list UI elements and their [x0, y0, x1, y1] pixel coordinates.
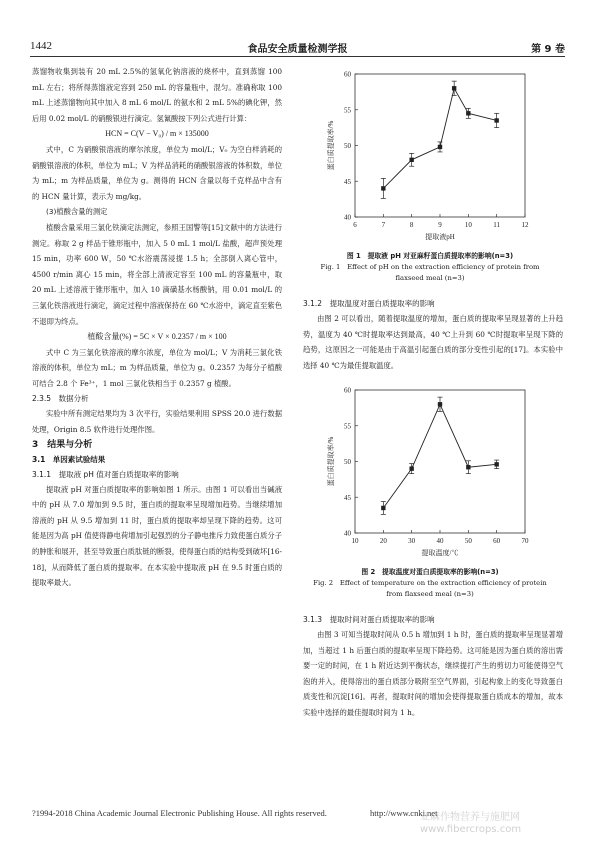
copyright-notice: ?1994-2018 China Academic Journal Electronic Publishing House. All rights reserved. — [32, 808, 327, 818]
y-tick-label: 55 — [344, 422, 351, 431]
paragraph: 式中 C 为三氯化铁溶液的摩尔浓度，单位为 mol/L；V 为消耗三氯化铁溶液的体积，单位为 mL；m 为样品质量，单位为 g。0.2357 为每分子植酸可结合 2.8 个 Fe³⁺，1 mol 三氯化铁相当于 0.2357 g 植酸。 — [32, 347, 282, 388]
figure-1-caption — [300, 251, 560, 284]
section-heading: 3.1.3 提取时间对蛋白质提取率的影响 — [303, 615, 435, 624]
y-tick-label: 50 — [344, 458, 351, 466]
x-tick-label: 11 — [493, 221, 501, 229]
y-tick-label: 60 — [344, 70, 351, 79]
watermark-en: www.fibercrops.com — [420, 824, 522, 835]
y-tick-label: 45 — [344, 493, 351, 502]
x-tick-label: 10 — [464, 221, 472, 229]
section-heading: 3.1.1 提取液 pH 值对蛋白质提取率的影响 — [32, 469, 179, 479]
data-point — [381, 186, 385, 190]
paragraph: 蒸馏物收集到装有 20 mL 2.5%的氢氧化钠溶液的烧杯中，直到蒸馏 100 mL 左右；将所得蒸馏液定容到 250 mL 的容量瓶中，混匀。准确称取 100 mL 上述蒸馏物向其中加入 8 mL 6 mol/L 的氨水和 2 mL 5%的碘化钾，然后用 0.02 mol/L 的硝酸银进行滴定。氢氰酸按下列公式进行计算： — [32, 67, 282, 123]
temperature-chart — [300, 378, 560, 563]
x-tick-label: 50 — [464, 537, 472, 545]
cnki-url[interactable]: http://www.cnki.net — [370, 808, 438, 818]
figure-2-caption-cn: 图 2 提取温度对蛋白质提取率的影响(n=3) — [361, 568, 499, 576]
x-axis-label: 提取液pH — [425, 233, 455, 241]
data-point — [466, 465, 470, 469]
figure-2-caption-en: Fig. 2 Effect of temperature on the extraction efficiency of protein — [313, 579, 547, 587]
series-line — [383, 404, 496, 508]
x-tick-label: 9 — [438, 221, 442, 229]
paragraph: 由图 3 可知当提取时间从 0.5 h 增加到 1 h 时，蛋白质的提取率呈现显著增加，当超过 1 h 后蛋白质的提取率呈现下降趋势。这可能是因为蛋白质的溶出需要一定的时间，在 1 h 附近达到平衡状态，继续提打产生的剪切力可能使得空气泡的并入，使得溶出的蛋白质部分吸附至空气界面，引起构象上的变化导致蛋白质变性和沉淀[16]。再者，提取时间的增加会使得提取蛋白质成本的增加，故本实验中选择的最佳提取时间为 1 h。 — [303, 630, 563, 717]
x-tick-label: 60 — [493, 537, 501, 545]
right-column-upper — [303, 296, 563, 373]
y-tick-label: 55 — [344, 106, 351, 115]
figure-1-caption-en: flaxseed meal (n=3) — [395, 274, 465, 282]
x-axis-label: 提取温度/℃ — [421, 549, 459, 557]
page-header — [30, 40, 565, 57]
figure-1 — [300, 62, 560, 284]
y-axis-label: 蛋白质提取率/% — [327, 436, 335, 487]
paragraph: 由图 2 可以看出，随着提取温度的增加，蛋白质的提取率呈现显著的上升趋势，温度为 40 ℃时提取率达到最高，40 ℃上升到 60 ℃时提取率呈现下降的趋势，这原因之一可能是由于高温引起蛋白质的部分变性引起的[17]。本实验中选择 40 ℃为最佳提取温度。 — [303, 314, 563, 370]
journal-title: 食品安全质量检测学报 — [247, 44, 348, 55]
x-tick-label: 10 — [351, 537, 359, 545]
x-tick-label: 20 — [379, 537, 387, 545]
ph-chart — [300, 62, 560, 247]
x-tick-label: 30 — [408, 537, 416, 545]
section-heading: 3.1.2 提取温度对蛋白质提取率的影响 — [303, 299, 435, 308]
x-tick-label: 12 — [521, 221, 529, 229]
x-tick-label: 40 — [436, 537, 444, 545]
y-axis-label: 蛋白质提取率/% — [327, 120, 335, 171]
figure-1-caption-en: Fig. 1 Effect of pH on the extraction efficiency of protein from — [320, 263, 540, 271]
x-tick-label: 70 — [521, 537, 529, 545]
data-point — [494, 118, 498, 122]
page-number: 1442 — [30, 40, 52, 52]
paragraph: 式中，C 为硝酸银溶液的摩尔浓度，单位为 mol/L；V₀ 为空白样消耗的硝酸银溶液的体积，单位为 mL；V 为样品消耗的硝酸银溶液的体积数，单位为 mL；m 为样品质量，单位为 g。测得的 HCN 含量以每千克样品中含有的 HCN 量计算，表示为 mg/kg。 — [32, 144, 282, 201]
figure-1-caption-cn: 图 1 提取液 pH 对亚麻籽蛋白质提取率的影响(n=3) — [346, 252, 514, 260]
section-heading: 3 结果与分析 — [32, 439, 93, 450]
x-tick-label: 8 — [409, 221, 414, 229]
data-point — [438, 402, 442, 406]
figure-2-caption — [300, 567, 560, 600]
data-point — [466, 111, 470, 115]
data-point — [381, 506, 385, 510]
x-tick-label: 6 — [353, 221, 357, 229]
paragraph: 提取液 pH 对蛋白质提取率的影响如图 1 所示。由图 1 可以看出当碱液中的 pH 从 7.0 增加到 9.5 时，蛋白质的提取率呈现增加趋势。当继续增加溶液的 pH 从 9.5 增加到 11 时，蛋白质的提取率却呈现下降的趋势。这可能是因为高 pH 值使得静电荷增加引起强烈的分子静电推斥力致使蛋白质分子的肿胀和展开，甚至导致蛋白质肽链的断裂，使得蛋白质的结构受到破坏[16-18]，从而降低了蛋白质的提取率。在本实验中提取液 pH 在 9.5 时蛋白质的提取率最大。 — [32, 484, 282, 588]
y-tick-label: 40 — [344, 213, 351, 222]
data-point — [494, 462, 498, 466]
series-line — [383, 88, 496, 188]
data-point — [452, 86, 456, 90]
subsection-heading: (3)植酸含量的测定 — [46, 207, 108, 217]
volume-label: 第 9 卷 — [531, 44, 565, 55]
x-tick-label: 7 — [381, 221, 386, 229]
figure-2 — [300, 378, 560, 600]
paragraph: 植酸含量采用三氯化铁滴定法测定，参照王国警等[15]文献中的方法进行测定。称取 2 g 样品于锥形瓶中，加入 5 0 mL 1 mol/L 盐酸，超声预处理 15 min，功率 600 W，50 ℃水浴震荡浸提 1.5 h；全部倒入离心管中，4500 r/min 离心 15 min，将全部上清液定容至 100 mL 的容量瓶中，取 20 mL 上述溶液于锥形瓶中，加入 10 滴磺基水杨酸钠，用 0.01 mol/L 的三氯化铁溶液进行滴定，滴定过程中溶液保持在 60 ℃水浴中，滴定直至紫色不退即为终点。 — [32, 222, 282, 326]
section-heading: 2.3.5 数据分析 — [32, 394, 89, 404]
data-point — [438, 145, 442, 149]
y-tick-label: 45 — [344, 177, 351, 186]
y-tick-label: 60 — [344, 386, 351, 395]
left-column — [32, 64, 282, 591]
watermark — [420, 812, 521, 836]
data-point — [409, 466, 413, 470]
phytic-acid-formula: 植酸含量(%) = 5C × V × 0.2357 / m × 100 — [87, 332, 227, 342]
section-heading: 3.1 单因素试验结果 — [32, 454, 106, 464]
data-point — [409, 158, 413, 162]
paragraph: 实验中所有测定结果均为 3 次平行，实验结果利用 SPSS 20.0 进行数据处理，Origin 8.5 软件进行处理作图。 — [32, 409, 282, 435]
y-tick-label: 50 — [344, 142, 351, 150]
y-tick-label: 40 — [344, 529, 351, 538]
watermark-cn: 亚麻作物营养与施肥网 — [420, 812, 520, 823]
hcn-formula: HCN = C(V − V₀) / m × 135000 — [105, 129, 209, 139]
right-column-lower — [303, 612, 563, 721]
figure-2-caption-en: from flaxseed meal (n=3) — [386, 590, 474, 598]
